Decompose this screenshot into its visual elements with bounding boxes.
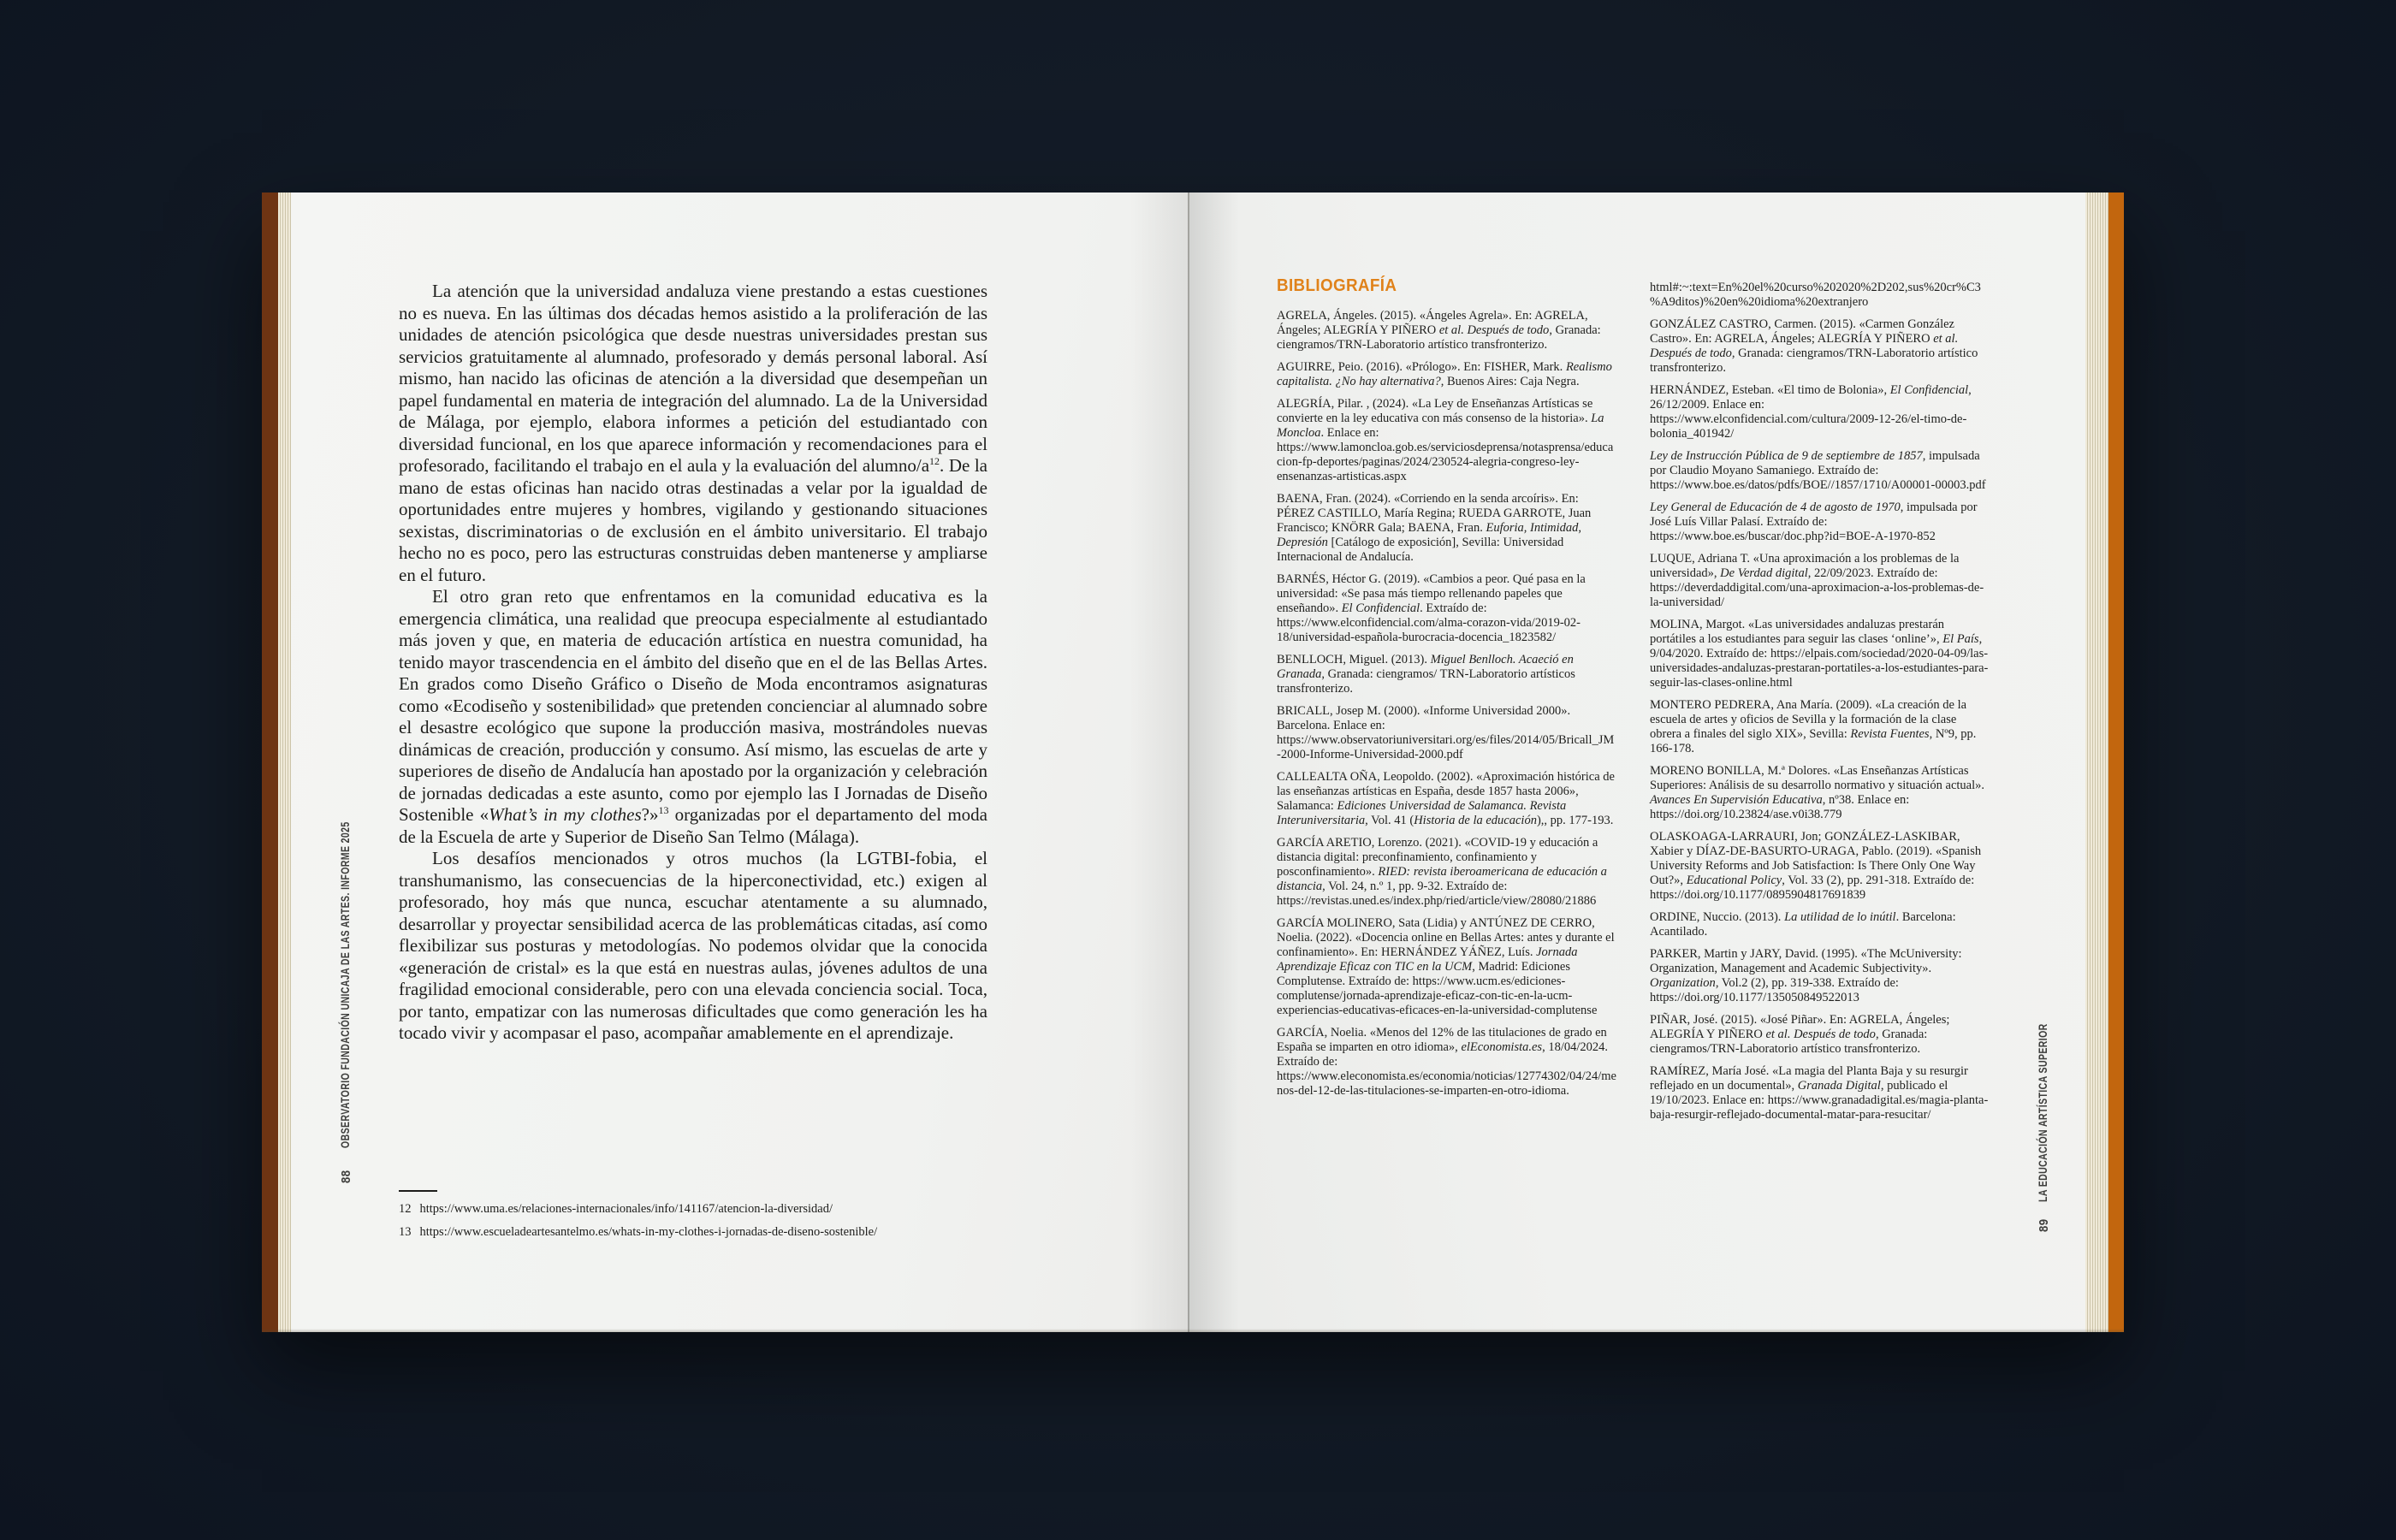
bibliography-entry: PIÑAR, José. (2015). «José Piñar». En: AGRELA, Ángeles; ALEGRÍA Y PIÑERO et al. Después de todo, Granada: ciengramos/TRN-Laboratorio artístico transfronterizo.	[1650, 1013, 1950, 1056]
bibliography-entry: BARNÉS, Héctor G. (2019). «Cambios a peor. Qué pasa en la universidad: «Se pasa más tiempo rellenando papeles que enseñando». El Confidencial. Extraído de: https://www.elconfidencial.com/alma-corazon-vida/2019-02-18/universidad-española-burocracia-docencia_1823582/	[1277, 572, 1586, 644]
body-text-block	[399, 281, 987, 1045]
bibliography-entry: BRICALL, Josep M. (2000). «Informe Universidad 2000». Barcelona. Enlace en: https://www.observatoriuniversitari.org/es/files/2014/05/Bricall_JM-2000-Informe-Universidad-2000.pdf	[1277, 704, 1615, 761]
bibliography-entry: RAMÍREZ, María José. «La magia del Planta Baja y su resurgir reflejado en un documental», Granada Digital, publicado el 19/10/2023. Enlace en: https://www.granadadigital.es/magia-planta-baja-resurgir-reflejado-documental-matar-para-resucitar/	[1650, 1064, 1989, 1122]
bibliography-entry: GARCÍA, Noelia. «Menos del 12% de las titulaciones de grado en España se imparten en otro idioma», elEconomista.es, 18/04/2024. Extraído de: https://www.eleconomista.es/economia/noticias/12774302/04/24/menos-del-12-de-las-titulaciones-se-imparten-en-otro-idioma.	[1277, 1026, 1616, 1098]
bibliography-entry: MONTERO PEDRERA, Ana María. (2009). «La creación de la escuela de artes y oficios de Sevilla y la formación de la clase obrera a finales del siglo XIX», Sevilla: Revista Fuentes, Nº9, pp. 166-178.	[1650, 698, 1977, 755]
left-page	[291, 192, 1189, 1332]
footnotes-block	[399, 1201, 1015, 1247]
footnote-rule	[399, 1190, 437, 1192]
margin-caption-left: OBSERVATORIO FUNDACIÓN UNICAJA DE LAS ARTES. INFORME 2025	[339, 821, 352, 1148]
body-paragraph: La atención que la universidad andaluza viene prestando a estas cuestiones no es nueva. En las últimas dos décadas hemos asistido a la proliferación de las unidades de atención psicológica que desde nuestras universidades prestan sus servicios gratuitamente al alumnado, profesorado y demás personal laboral. Así mismo, han nacido las oficinas de atención a la diversidad que desempeñan un papel fundamental en materia de integración del alumnado. La de la Universidad de Málaga, por ejemplo, elabora informes a petición del estudiantado con diversidad funcional, en los que aparece información y recomendaciones para el profesorado, facilitando el trabajo en el aula y la evaluación del alumno/$a^{12}$. De la mano de estas oficinas han nacido otras destinadas a velar por la igualdad de oportunidades entre mujeres y hombres, vigilando y gestionando situaciones sexistas, discriminatorias o de exclusión en el ámbito universitario. El trabajo hecho no es poco, pero las estructuras construidas deben mantenerse y ampliarse en el futuro.	[399, 281, 987, 585]
bibliography-entry: AGRELA, Ángeles. (2015). «Ángeles Agrela». En: AGRELA, Ángeles; ALEGRÍA Y PIÑERO et al. Después de todo, Granada: ciengramos/TRN-Laboratorio artístico transfronterizo.	[1277, 309, 1601, 352]
bibliography-entry: Ley de Instrucción Pública de 9 de septiembre de 1857, impulsada por Claudio Moyano Samaniego. Extraído de: https://www.boe.es/datos/pdfs/BOE//1857/1710/A00001-00003.pdf	[1650, 449, 1986, 492]
cover-edge-left	[262, 192, 278, 1332]
bibliography-entry: AGUIRRE, Peio. (2016). «Prólogo». En: FISHER, Mark. Realismo capitalista. ¿No hay alternativa?, Buenos Aires: Caja Negra.	[1277, 360, 1612, 388]
footnote	[399, 1224, 1015, 1240]
footnote-number: 13	[399, 1225, 412, 1239]
bibliography-entry: GARCÍA MOLINERO, Sata (Lidia) y ANTÚNEZ DE CERRO, Noelia. (2022). «Docencia online en Bellas Artes: antes y durante el confinamiento». En: HERNÁNDEZ YÁÑEZ, Luís. Jornada Aprendizaje Eficaz con TIC en la UCM, Madrid: Ediciones Complutense. Extraído de: https://www.ucm.es/ediciones-complutense/jornada-aprendizaje-eficaz-con-tic-en-la-ucm-experiencias-educativas-eficaces-en-la-universidad-complutense	[1277, 916, 1615, 1017]
bibliography-entry: ALEGRÍA, Pilar. , (2024). «La Ley de Enseñanzas Artísticas se convierte en la ley educativa con más consenso de la historia». La Moncloa. Enlace en: https://www.lamoncloa.gob.es/serviciosdeprensa/notasprensa/educacion-fp-deportes/paginas/2024/230524-alegria-congreso-ley-ensenanzas-artisticas.aspx	[1277, 397, 1614, 483]
bibliography-entry: MORENO BONILLA, M.ª Dolores. «Las Enseñanzas Artísticas Superiores: Análisis de su desarrollo normativo y situación actual». Avances En Supervisión Educativa, nº38. Enlace en: https://doi.org/10.23824/ase.v0i38.779	[1650, 764, 1985, 821]
bibliography-heading: BIBLIOGRAFÍA	[1277, 276, 1397, 295]
bibliography-entry: CALLEALTA OÑA, Leopoldo. (2002). «Aproximación histórica de las enseñanzas artísticas en España, desde 1857 hasta 2006», Salamanca: Ediciones Universidad de Salamanca. Revista Interuniversitaria, Vol. 41 (Historia de la educación),, pp. 177-193.	[1277, 770, 1615, 827]
right-page	[1189, 192, 2085, 1332]
footnote-url: https://www.escueladeartesantelmo.es/whats-in-my-clothes-i-jornadas-de-diseno-sostenible/	[419, 1225, 878, 1239]
bibliography-entry: Ley General de Educación de 4 de agosto de 1970, impulsada por José Luís Villar Palasí. Extraído de: https://www.boe.es/buscar/doc.php?id=BOE-A-1970-852	[1650, 500, 1978, 543]
margin-caption-right: LA EDUCACIÓN ARTÍSTICA SUPERIOR	[2037, 1023, 2049, 1202]
bibliography-entry: GONZÁLEZ CASTRO, Carmen. (2015). «Carmen González Castro». En: AGRELA, Ángeles; ALEGRÍA Y PIÑERO et al. Después de todo, Granada: ciengramos/TRN-Laboratorio artístico transfronterizo.	[1650, 317, 1978, 375]
bibliography-entry: MOLINA, Margot. «Las universidades andaluzas prestarán portátiles a los estudiantes para seguir las clases ‘online’», El País, 9/04/2020. Extraído de: https://elpais.com/sociedad/2020-04-09/las-universidades-andaluzas-prestaran-portatiles-a-los-estudiantes-para-seguir-las-clases-online.html	[1650, 618, 1989, 690]
gutter-shadow-right	[1189, 192, 1239, 1332]
cover-edge-right	[2108, 192, 2124, 1332]
bibliography-entry: HERNÁNDEZ, Esteban. «El timo de Bolonia», El Confidencial, 26/12/2009. Enlace en: https://www.elconfidencial.com/cultura/2009-12-26/el-timo-de-bolonia_401942/	[1650, 383, 1972, 441]
bibliography-column-2	[1650, 281, 1990, 1130]
bibliography-entry: html#:~:text=En%20el%20curso%202020%2D202,sus%20cr%C3%A9ditos)%20en%20idioma%20extranjero	[1650, 281, 1981, 309]
bibliography-entry: ORDINE, Nuccio. (2013). La utilidad de lo inútil. Barcelona: Acantilado.	[1650, 910, 1956, 939]
page-number-left: 88	[339, 1170, 353, 1183]
page-block-edge-left	[278, 192, 291, 1332]
bibliography-entry: PARKER, Martin y JARY, David. (1995). «The McUniversity: Organization, Management and Academic Subjectivity». Organization, Vol.2 (2), pp. 319-338. Extraído de: https://doi.org/10.1177/135050849522013	[1650, 947, 1962, 1004]
body-paragraph: Los desafíos mencionados y otros muchos (la LGTBI-fobia, el transhumanismo, las consecuencias de la hiperconectividad, etc.) exigen al profesorado, hoy más que nunca, escuchar atentamente a su alumnado, desarrollar y proyectar sensibilidad acerca de las problemáticas citadas, así como flexibilizar sus posturas y metodologías. No podemos olvidar que la conocida «generación de cristal» es la que está en nuestras aulas, jóvenes adultos de una fragilidad emocional considerable, pero con una elevada conciencia social. Toca, por tanto, empatizar con las numerosas dificultades que como generación les ha tocado vivir y acompasar el paso, acompañar amablemente en el aprendizaje.	[399, 848, 987, 1043]
book-bottom-shadow	[262, 1329, 2124, 1332]
bibliography-entry: LUQUE, Adriana T. «Una aproximación a los problemas de la universidad», De Verdad digital, 22/09/2023. Extraído de: https://deverdaddigital.com/una-aproximacion-a-los-problemas-de-la-universidad/	[1650, 552, 1984, 609]
gutter-shadow-left	[1130, 192, 1188, 1332]
footnote-url: https://www.uma.es/relaciones-internacionales/info/141167/atencion-la-diversidad/	[419, 1202, 833, 1216]
bibliography-entry: BAENA, Fran. (2024). «Corriendo en la senda arcoíris». En: PÉREZ CASTILLO, María Regina; RUEDA GARROTE, Juan Francisco; KNÖRR Gala; BAENA, Fran. Euforia, Intimidad, Depresión [Catálogo de exposición], Sevilla: Universidad Internacional de Andalucía.	[1277, 492, 1592, 564]
bibliography-entry: BENLLOCH, Miguel. (2013). Miguel Benlloch. Acaeció en Granada, Granada: ciengramos/ TRN-Laboratorio artísticos transfronterizo.	[1277, 653, 1575, 696]
page-number-right: 89	[2037, 1218, 2051, 1232]
page-block-edge-right	[2085, 192, 2108, 1332]
body-paragraph: El otro gran reto que enfrentamos en la comunidad educativa es la emergencia climática, una realidad que preocupa especialmente al estudiantado más joven y que, en materia de educación artística en nuestra comunidad, ha tenido mayor trascendencia en el ámbito del diseño que en el de las Bellas Artes. En grados como Diseño Gráfico o Diseño de Moda encontramos asignaturas como «Ecodiseño y sostenibilidad» que pretenden concienciar al alumnado sobre el desastre ecológico que supone la producción masiva, mostrándoles nuevas dinámicas de creación, producción y consumo. Así mismo, las escuelas de arte y superiores de diseño de Andalucía han apostado por la organización y celebración de jornadas dedicadas a este asunto, como por ejemplo las I Jornadas de Diseño Sostenible «What’s in my clothes?»$^{13}$ organizadas por el departamento del moda de la Escuela de arte y Superior de Diseño San Telmo (Málaga).	[399, 586, 987, 847]
bibliography-entry: OLASKOAGA-LARRAURI, Jon; GONZÁLEZ-LASKIBAR, Xabier y DÍAZ-DE-BASURTO-URAGA, Pablo. (2019). «Spanish University Reforms and Job Satisfaction: Is There Only One Way Out?», Educational Policy, Vol. 33 (2), pp. 291-318. Extraído de: https://doi.org/10.1177/0895904817691839	[1650, 830, 1982, 902]
bibliography-entry: GARCÍA ARETIO, Lorenzo. (2021). «COVID-19 y educación a distancia digital: preconfinamiento, confinamiento y posconfinamiento». RIED: revista iberoamericana de educación a distancia, Vol. 24, n.º 1, pp. 9-32. Extraído de: https://revistas.uned.es/index.php/ried/article/view/28080/21886	[1277, 836, 1607, 908]
footnote	[399, 1201, 1015, 1217]
book-spread	[262, 192, 2124, 1332]
footnote-number: 12	[399, 1202, 412, 1216]
bibliography-column-1	[1277, 309, 1617, 1106]
